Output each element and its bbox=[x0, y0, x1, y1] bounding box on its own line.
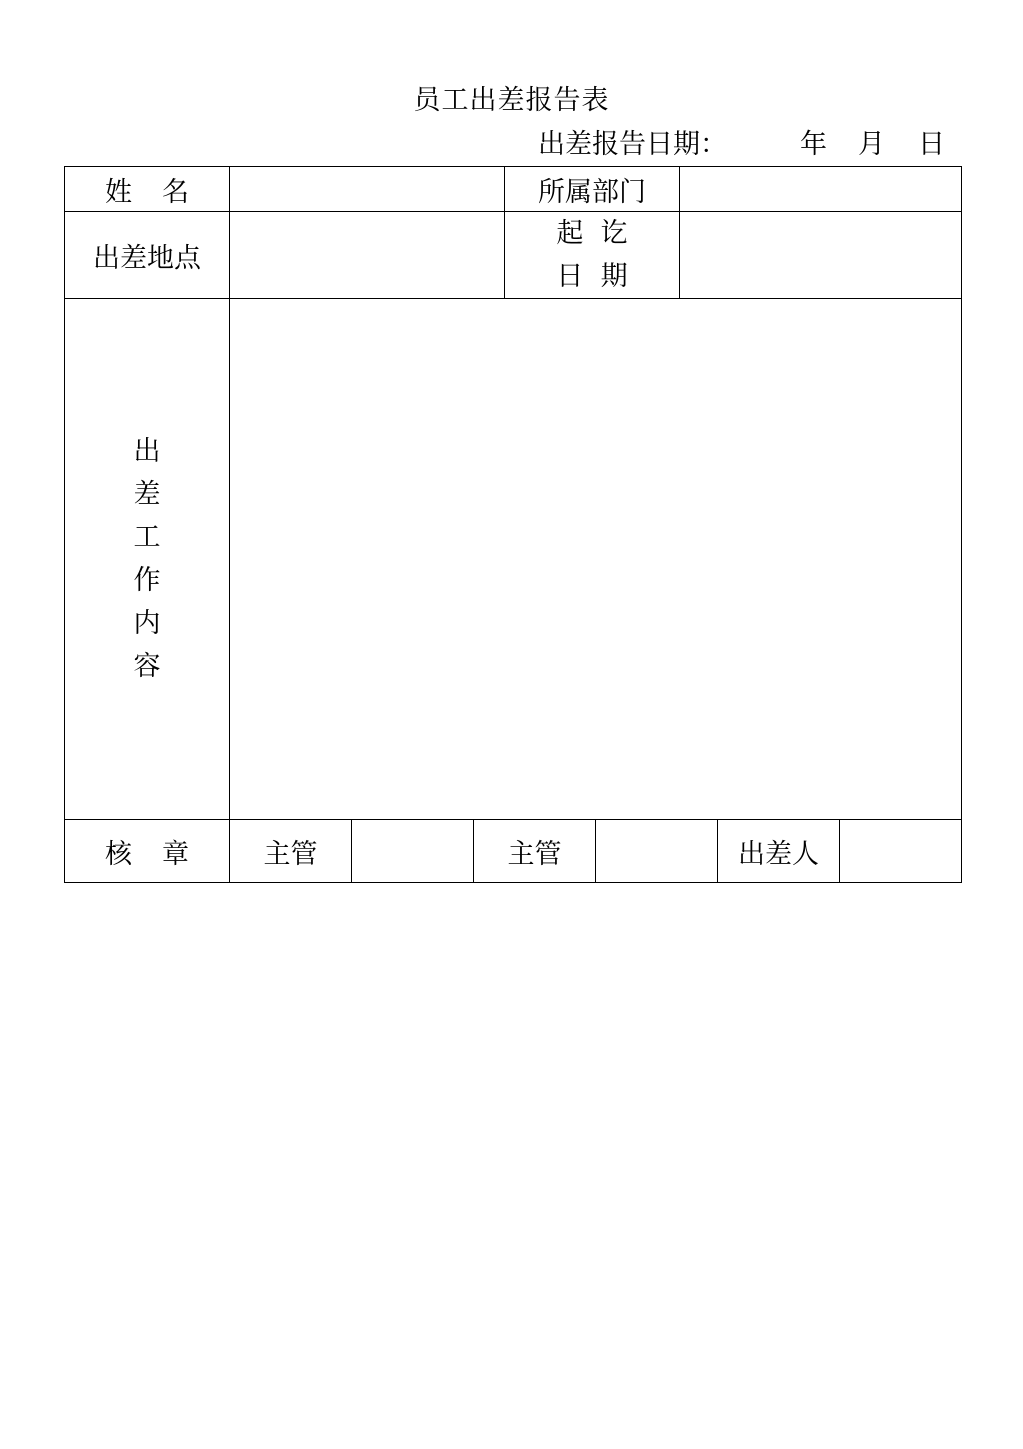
report-date-label: 出差报告日期： bbox=[538, 129, 727, 160]
supervisor-1-signature-field[interactable] bbox=[352, 820, 474, 883]
period-label-cell bbox=[505, 212, 680, 299]
report-date-day: 日 bbox=[918, 129, 945, 160]
content-char-6: 容 bbox=[133, 651, 161, 682]
content-char-4: 作 bbox=[133, 565, 161, 596]
seal-row bbox=[65, 820, 962, 883]
report-date-year: 年 bbox=[800, 129, 827, 160]
location-row bbox=[65, 212, 962, 299]
period-char-3: 日 bbox=[556, 261, 584, 292]
period-char-2: 讫 bbox=[600, 218, 628, 249]
supervisor-1-label: 主管 bbox=[230, 820, 352, 883]
report-date-line bbox=[538, 127, 948, 163]
department-field[interactable] bbox=[680, 167, 962, 212]
name-label-char-1: 姓 bbox=[105, 176, 132, 208]
name-row bbox=[65, 167, 962, 212]
period-char-1: 起 bbox=[556, 218, 584, 249]
seal-label-char-1: 核 bbox=[105, 838, 132, 870]
content-char-2: 差 bbox=[133, 479, 161, 510]
travel-report-table bbox=[64, 166, 962, 883]
content-label-cell bbox=[65, 299, 230, 820]
location-field[interactable] bbox=[230, 212, 505, 299]
seal-label-cell bbox=[65, 820, 230, 883]
supervisor-2-signature-field[interactable] bbox=[596, 820, 718, 883]
content-char-5: 内 bbox=[133, 608, 161, 639]
content-field[interactable] bbox=[230, 299, 962, 820]
traveler-label: 出差人 bbox=[718, 820, 840, 883]
department-label: 所属部门 bbox=[505, 167, 680, 212]
name-field[interactable] bbox=[230, 167, 505, 212]
period-field[interactable] bbox=[680, 212, 962, 299]
content-char-1: 出 bbox=[133, 436, 161, 467]
location-label: 出差地点 bbox=[65, 212, 230, 299]
form-title: 员工出差报告表 bbox=[413, 85, 610, 116]
name-label-cell bbox=[65, 167, 230, 212]
period-char-4: 期 bbox=[600, 261, 628, 292]
traveler-signature-field[interactable] bbox=[840, 820, 962, 883]
content-row bbox=[65, 299, 962, 820]
report-date-month: 月 bbox=[858, 129, 885, 160]
seal-label-char-2: 章 bbox=[162, 838, 189, 870]
name-label-char-2: 名 bbox=[162, 176, 189, 208]
supervisor-2-label: 主管 bbox=[474, 820, 596, 883]
content-char-3: 工 bbox=[133, 522, 161, 553]
